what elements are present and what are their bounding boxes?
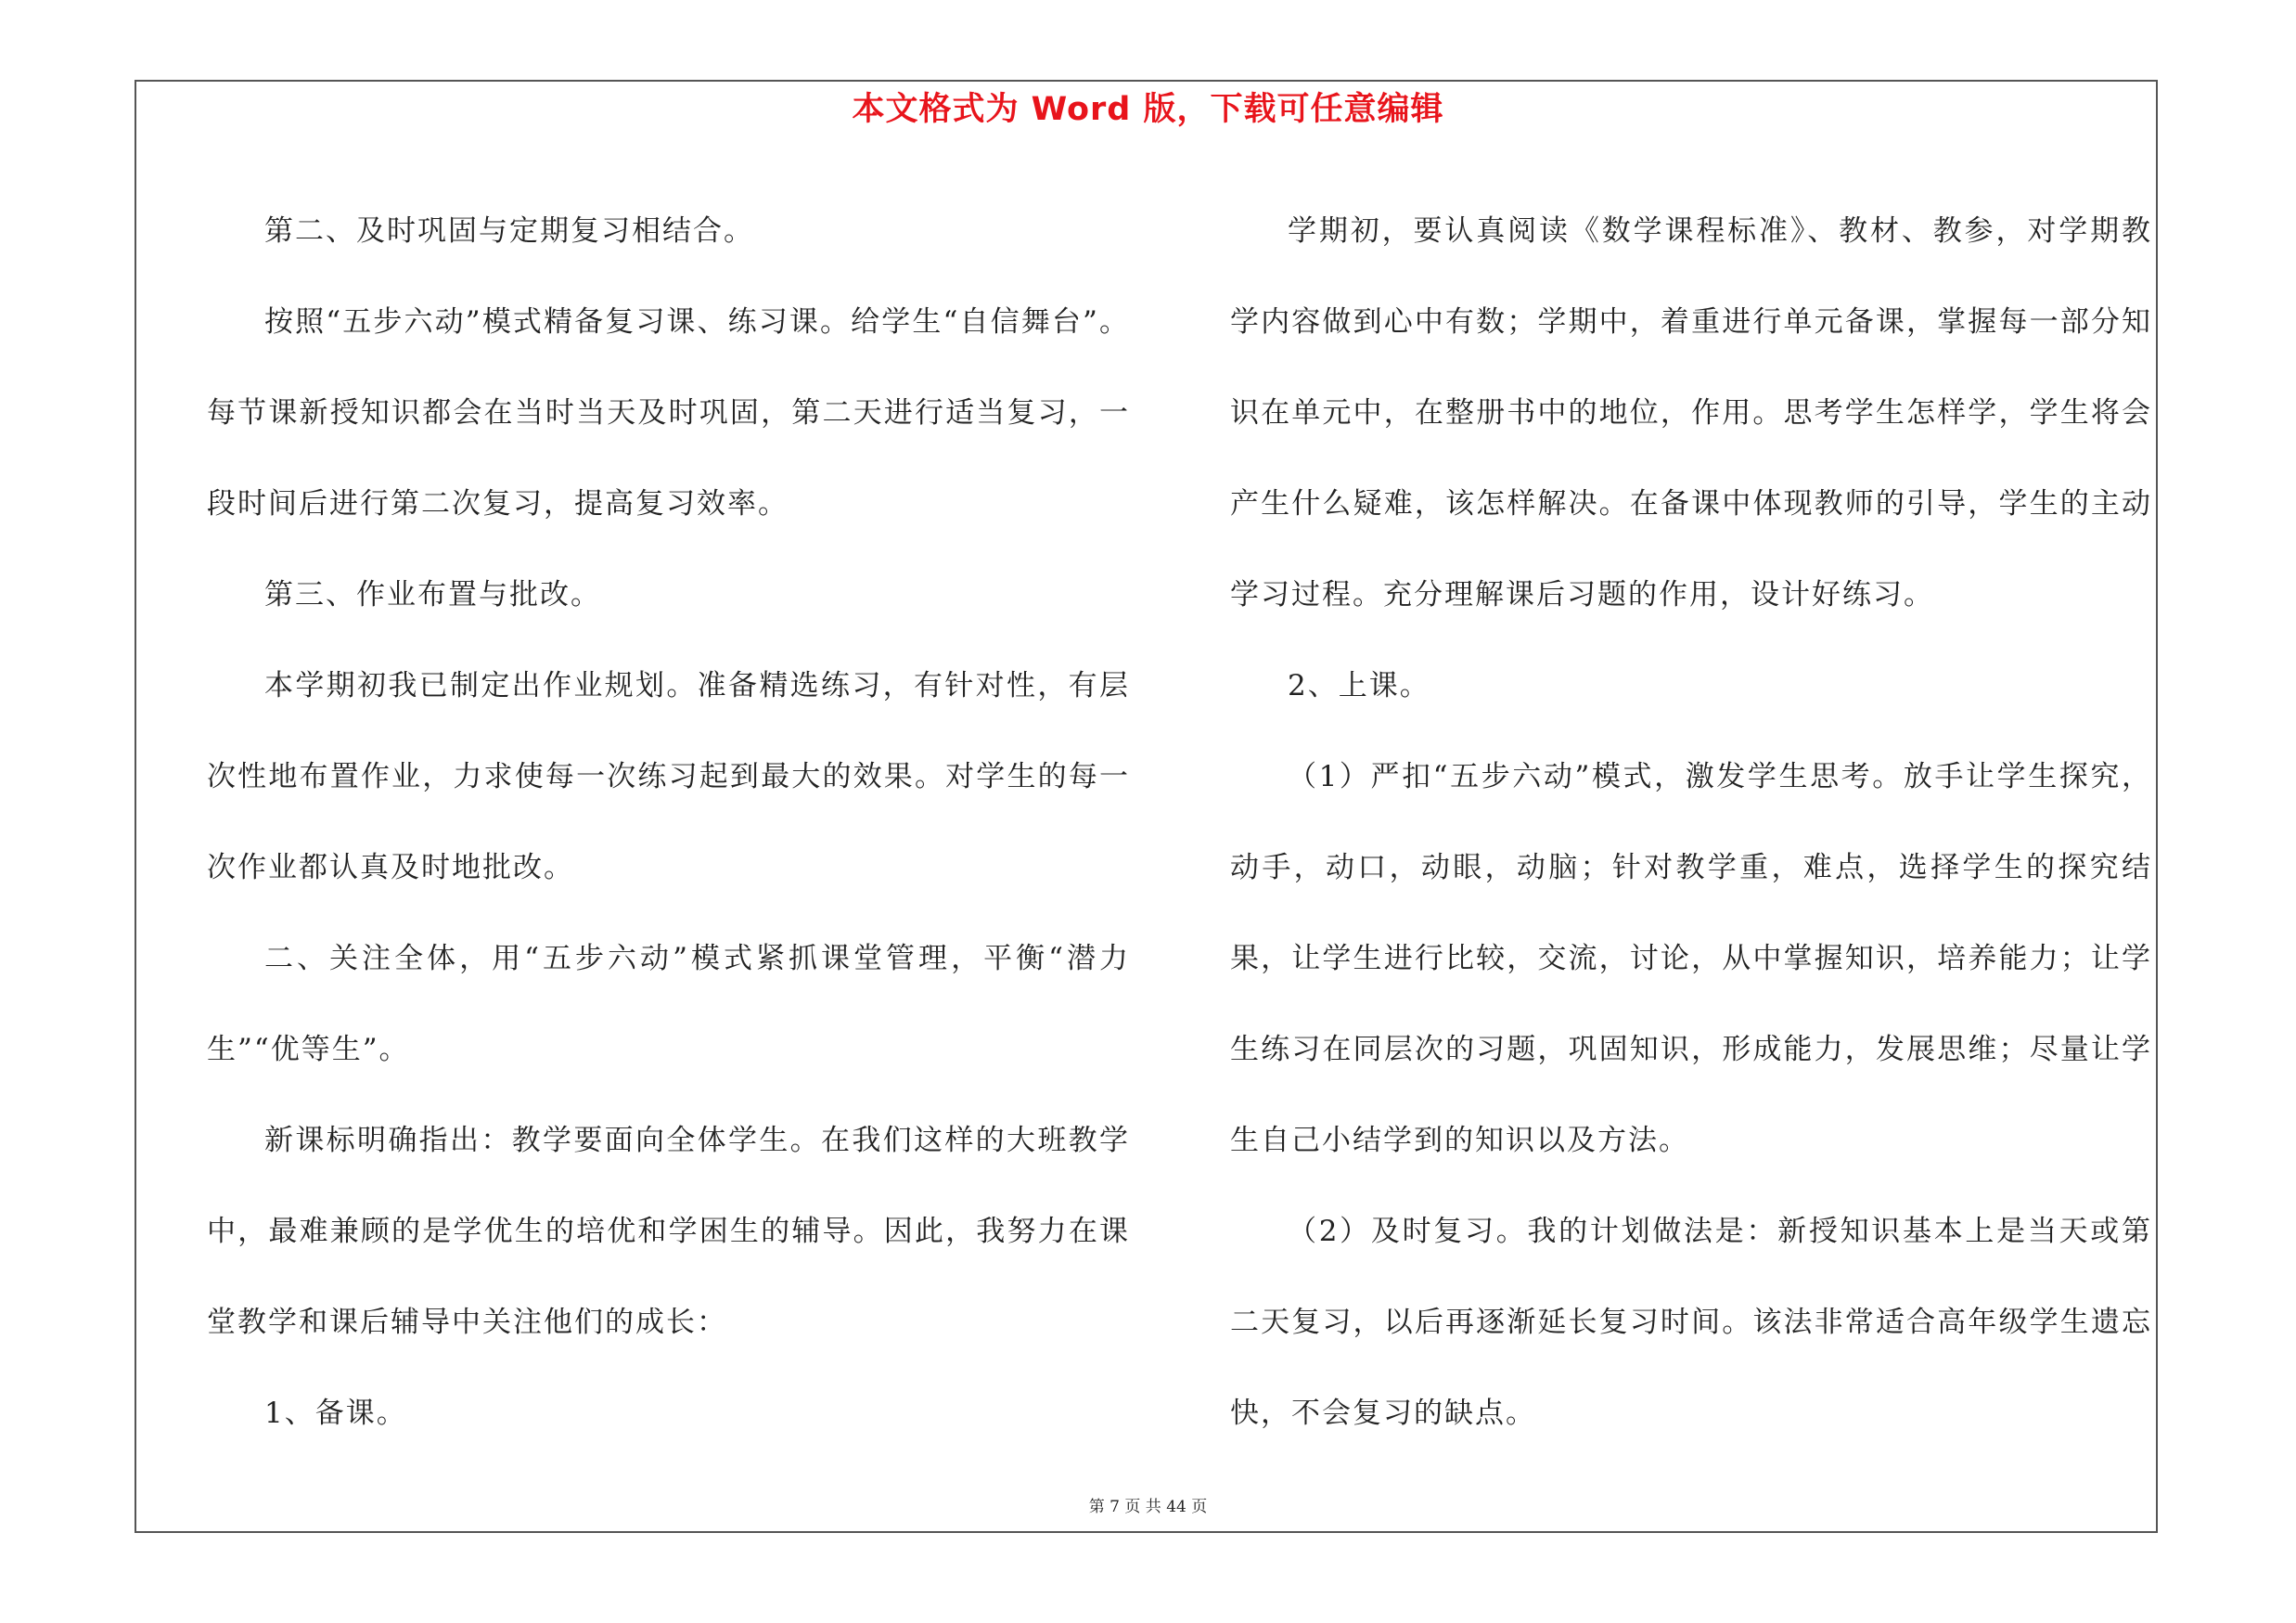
paragraph: 本学期初我已制定出作业规划。准备精选练习，有针对性，有层次性地布置作业，力求使每一次练习起到最大的效果。对学生的每一次作业都认真及时地批改。 <box>207 669 1130 884</box>
paragraph: 新课标明确指出：教学要面向全体学生。在我们这样的大班教学中，最难兼顾的是学优生的培优和学困生的辅导。因此，我努力在课堂教学和课后辅导中关注他们的成长： <box>207 1124 1130 1339</box>
left-column <box>207 186 1130 1459</box>
paragraph: 学期初，要认真阅读《数学课程标准》、教材、教参，对学期教学内容做到心中有数；学期中，着重进行单元备课，掌握每一部分知识在单元中，在整册书中的地位，作用。思考学生怎样学，学生将会产生什么疑难，该怎样解决。在备课中体现教师的引导，学生的主动学习过程。充分理解课后习题的作用，设计好练习。 <box>1230 214 2152 612</box>
right-column <box>1230 186 2152 1459</box>
paragraph: 二、关注全体，用“五步六动”模式紧抓课堂管理，平衡“潜力生”“优等生”。 <box>207 942 1130 1066</box>
paragraph: （1）严扣“五步六动”模式，激发学生思考。放手让学生探究，动手，动口，动眼，动脑；针对教学重，难点，选择学生的探究结果，让学生进行比较，交流，讨论，从中掌握知识，培养能力；让学生练习在同层次的习题，巩固知识，形成能力，发展思维；尽量让学生自己小结学到的知识以及方法。 <box>1230 760 2152 1157</box>
paragraph: 第三、作业布置与批改。 <box>264 578 601 612</box>
paragraph: 第二、及时巩固与定期复习相结合。 <box>264 214 754 248</box>
page-number: 第 7 页 共 44 页 <box>1088 1498 1208 1516</box>
paragraph: 2、上课。 <box>1288 669 1430 702</box>
paragraph: 1、备课。 <box>264 1397 407 1430</box>
paragraph: （2）及时复习。我的计划做法是：新授知识基本上是当天或第二天复习，以后再逐渐延长复习时间。该法非常适合高年级学生遗忘快，不会复习的缺点。 <box>1230 1215 2152 1430</box>
word-format-banner: 本文格式为 Word 版，下载可任意编辑 <box>852 91 1444 128</box>
paragraph: 按照“五步六动”模式精备复习课、练习课。给学生“自信舞台”。每节课新授知识都会在当时当天及时巩固，第二天进行适当复习，一段时间后进行第二次复习，提高复习效率。 <box>207 305 1130 521</box>
